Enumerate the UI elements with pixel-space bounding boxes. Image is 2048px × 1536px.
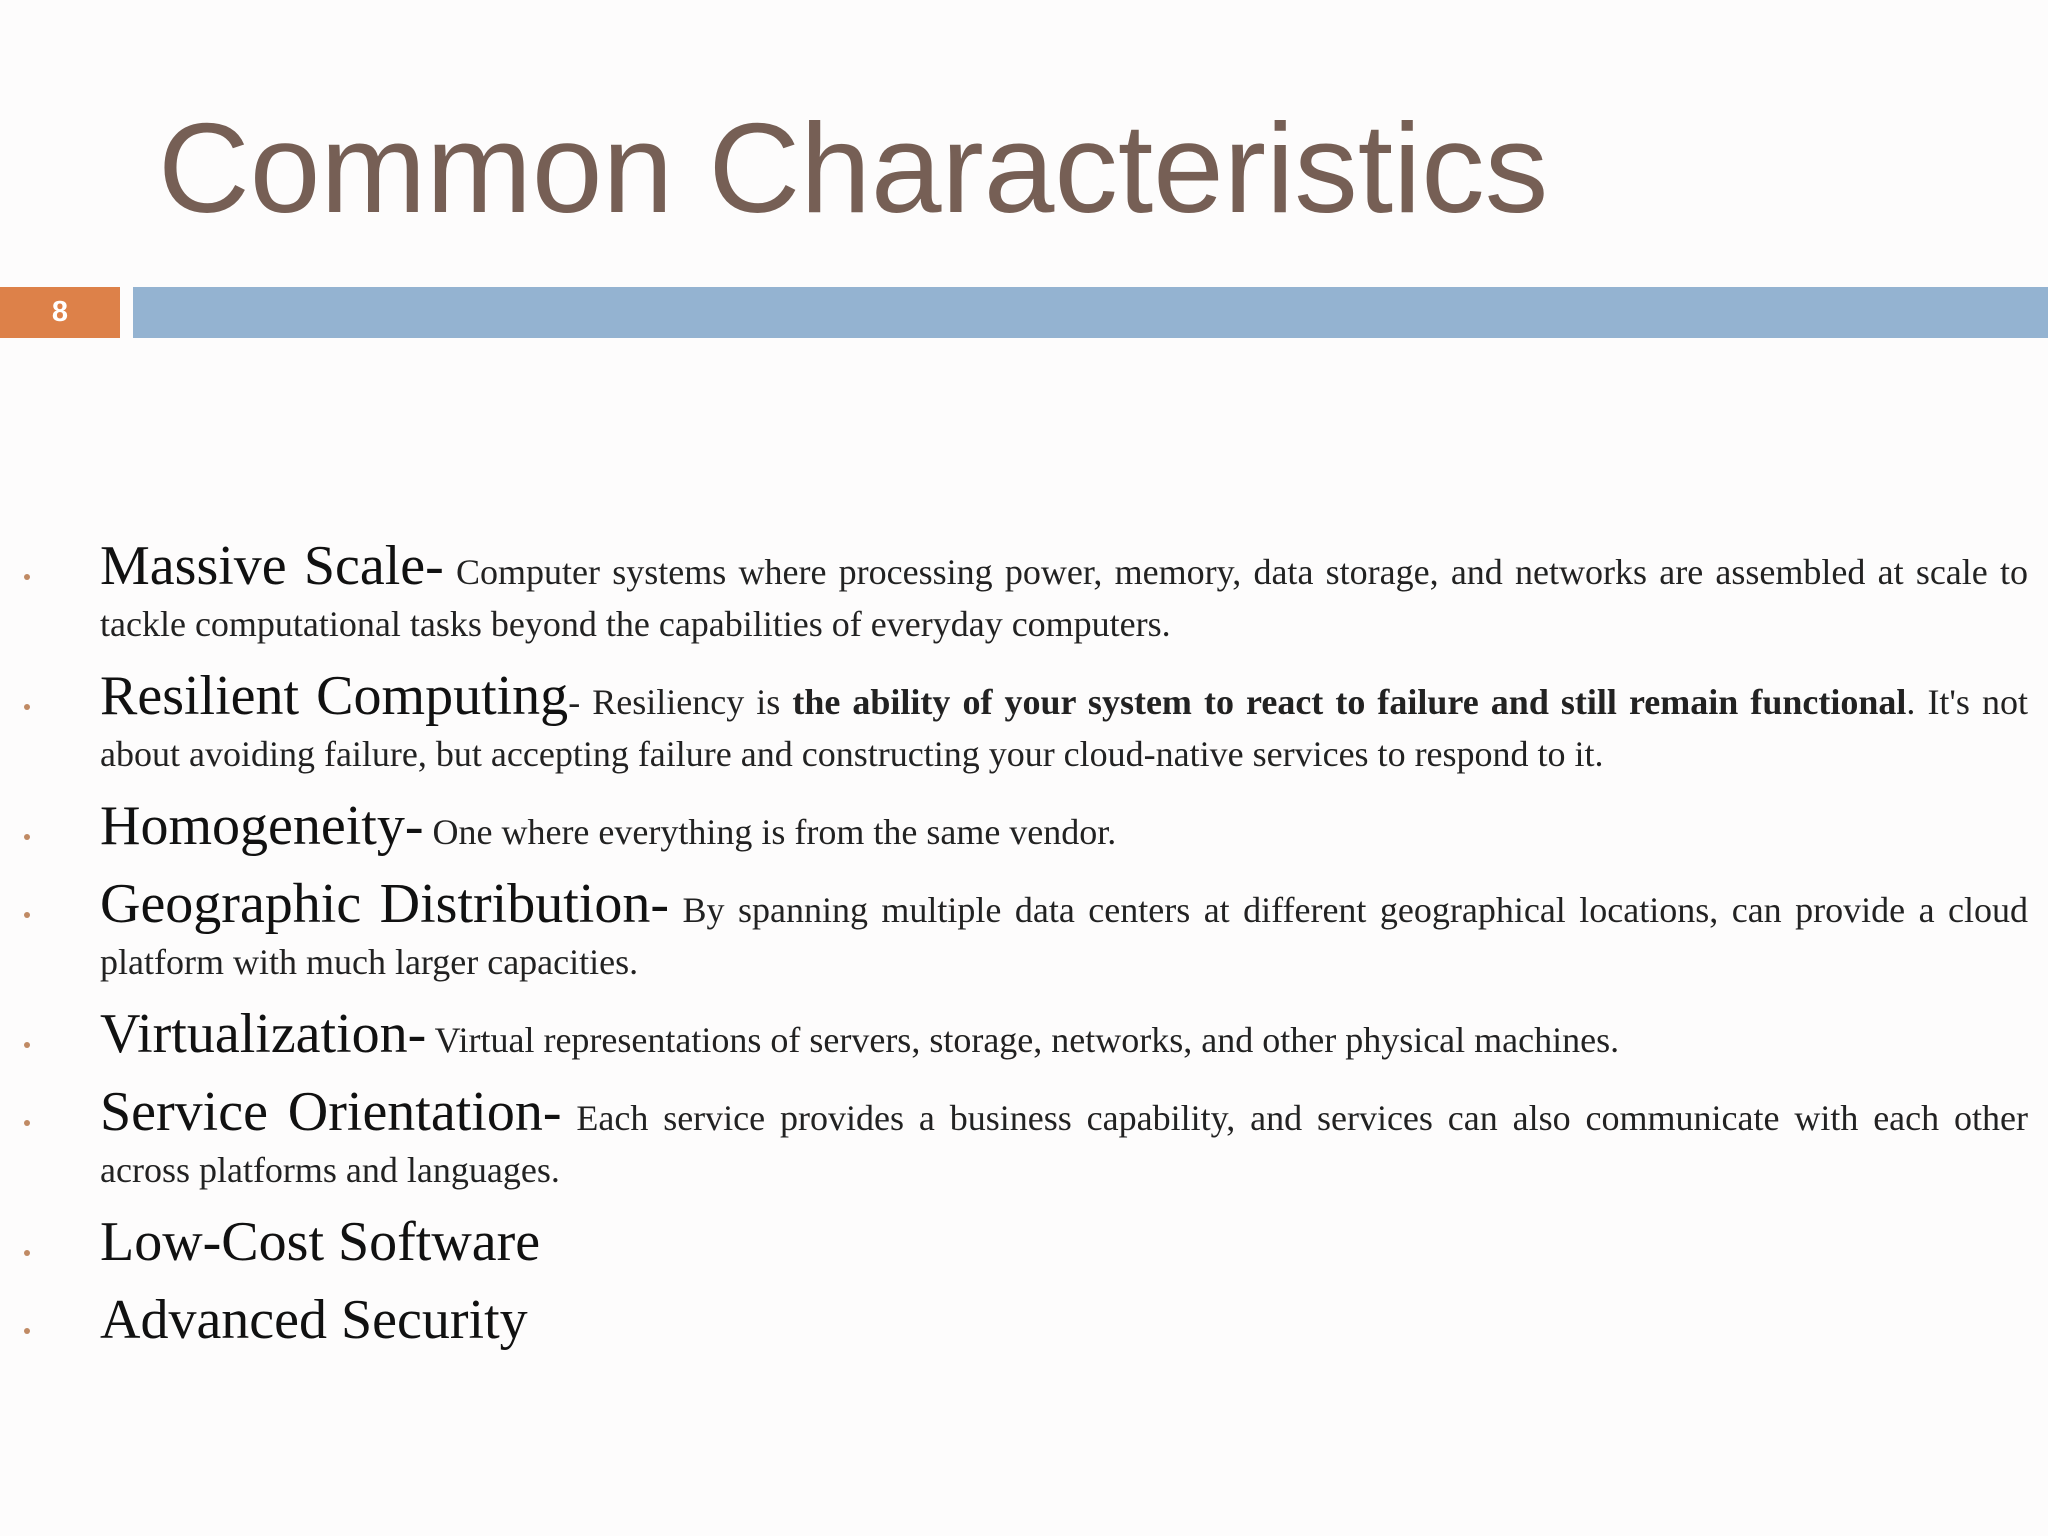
item-term: Massive Scale- — [100, 535, 444, 597]
item-term: Service Orientation- — [100, 1081, 562, 1143]
item-description: - Resiliency is — [568, 682, 793, 722]
list-item — [0, 1211, 2048, 1274]
bullet-icon — [24, 1120, 30, 1126]
item-term: Geographic Distribution- — [100, 873, 670, 935]
item-description: Computer systems where processing power, memory, data storage, and networks are assembled at scale to tackle computational tasks beyond the capabilities of everyday computers. — [100, 552, 2028, 644]
bullet-icon — [24, 704, 30, 710]
bullet-icon — [24, 912, 30, 918]
list-item — [0, 665, 2048, 780]
item-term: Virtualization- — [100, 1003, 427, 1065]
list-item — [0, 795, 2048, 858]
item-description: One where everything is from the same vendor. — [423, 812, 1117, 852]
list-item — [0, 535, 2048, 650]
title-rule-bar — [133, 287, 2048, 338]
slide-title: Common Characteristics — [158, 97, 1549, 239]
characteristics-list — [0, 535, 2048, 1372]
list-item — [0, 1003, 2048, 1066]
item-description-tail: . It's not about avoiding failure, but accepting failure and constructing your cloud-native services to respond to it. — [100, 682, 2028, 774]
item-term: Resilient Computing — [100, 665, 569, 727]
item-description: Virtual representations of servers, storage, networks, and other physical machines. — [426, 1020, 1620, 1060]
item-term: Advanced Security — [100, 1289, 528, 1351]
item-description: By spanning multiple data centers at different geographical locations, can provide a cloud platform with much larger capacities. — [100, 890, 2028, 982]
item-description-emphasis: the ability of your system to react to failure and still remain functional — [792, 682, 1907, 722]
bullet-icon — [24, 834, 30, 840]
bullet-icon — [24, 1042, 30, 1048]
list-item — [0, 1289, 2048, 1352]
bullet-icon — [24, 574, 30, 580]
bullet-icon — [24, 1250, 30, 1256]
item-term: Low-Cost Software — [100, 1211, 541, 1273]
item-description: Each service provides a business capability, and services can also communicate with each other across platforms and languages. — [100, 1098, 2028, 1190]
list-item — [0, 873, 2048, 988]
list-item — [0, 1081, 2048, 1196]
bullet-icon — [24, 1328, 30, 1334]
item-term: Homogeneity- — [100, 795, 424, 857]
page-number-badge: 8 — [0, 287, 120, 338]
